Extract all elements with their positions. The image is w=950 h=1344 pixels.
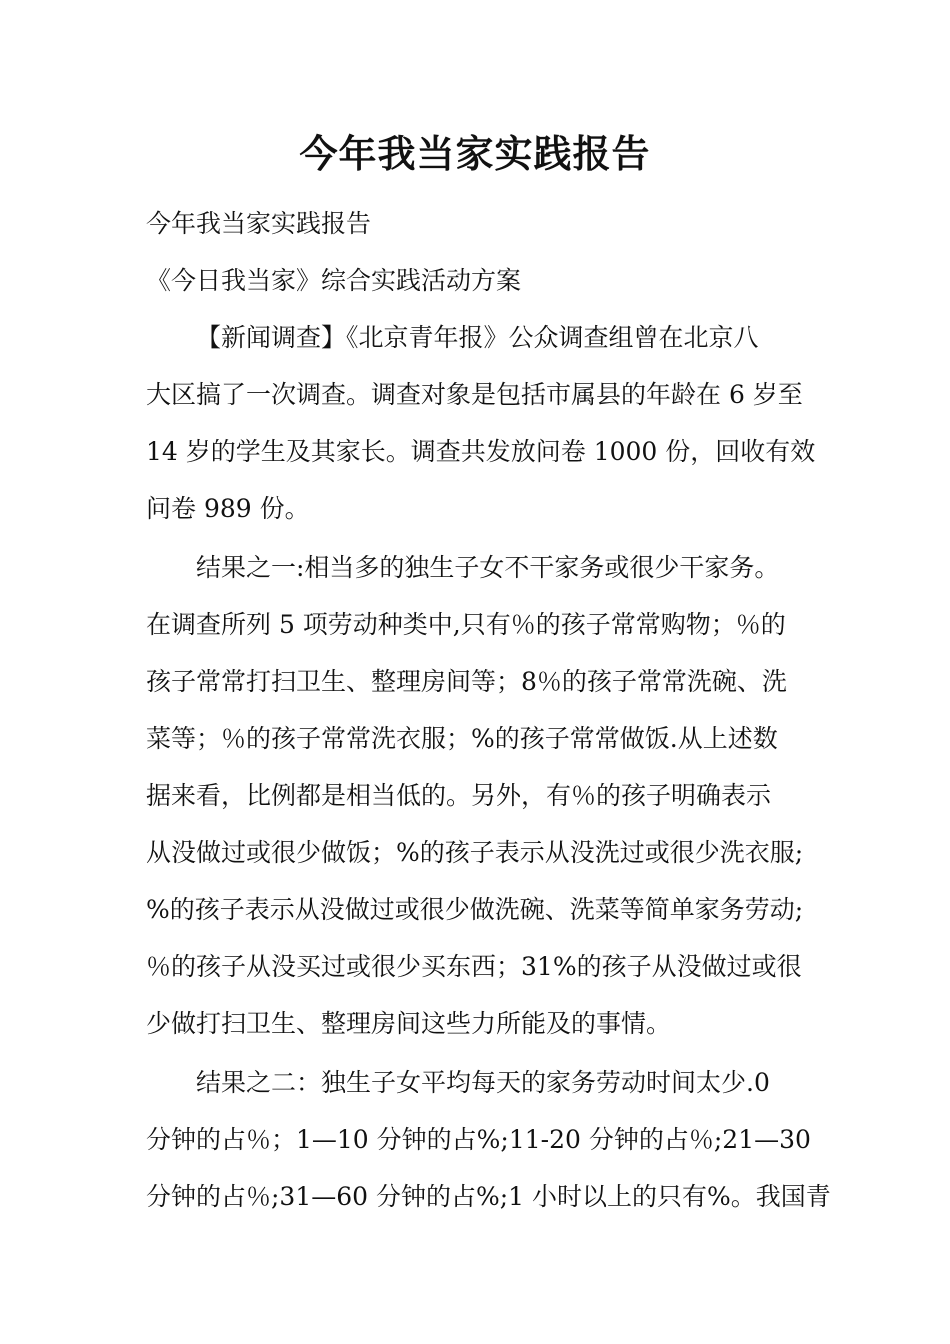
paragraph-line: 菜等；％的孩子常常洗衣服；%的孩子常常做饭.从上述数 (146, 724, 778, 753)
text-line: 今年我当家实践报告 (146, 209, 372, 238)
text-line: 《今日我当家》综合实践活动方案 (146, 266, 522, 295)
paragraph-line: 少做打扫卫生、整理房间这些力所能及的事情。 (146, 1009, 672, 1038)
paragraph-line: 大区搞了一次调查。调查对象是包括市属县的年龄在 6 岁至 (146, 380, 803, 409)
paragraph-line: 分钟的占％;31—60 分钟的占%;1 小时以上的只有%。我国青 (146, 1182, 831, 1211)
paragraph-line: 分钟的占％；1—10 分钟的占%;11-20 分钟的占％;21—30 (146, 1125, 811, 1154)
paragraph-line: 结果之一:相当多的独生子女不干家务或很少干家务。 (196, 553, 780, 582)
paragraph-line: 14 岁的学生及其家长。调查共发放问卷 1000 份，回收有效 (146, 437, 816, 466)
paragraph-line: 据来看，比例都是相当低的。另外，有％的孩子明确表示 (146, 781, 772, 810)
paragraph-line: 问卷 989 份。 (146, 494, 310, 523)
paragraph-line: 从没做过或很少做饭；%的孩子表示从没洗过或很少洗衣服; (146, 838, 804, 867)
document-title: 今年我当家实践报告 (299, 131, 651, 176)
paragraph-line: %的孩子表示从没做过或很少做洗碗、洗菜等简单家务劳动; (146, 895, 804, 924)
paragraph-line: 结果之二：独生子女平均每天的家务劳动时间太少.0 (196, 1068, 770, 1097)
paragraph-line: 孩子常常打扫卫生、整理房间等；8％的孩子常常洗碗、洗 (146, 667, 787, 696)
paragraph-line: 在调查所列 5 项劳动种类中,只有％的孩子常常购物；％的 (146, 610, 786, 639)
paragraph-line: ％的孩子从没买过或很少买东西；31%的孩子从没做过或很 (146, 952, 802, 981)
paragraph-line: 【新闻调查】《北京青年报》公众调查组曾在北京八 (196, 323, 759, 352)
